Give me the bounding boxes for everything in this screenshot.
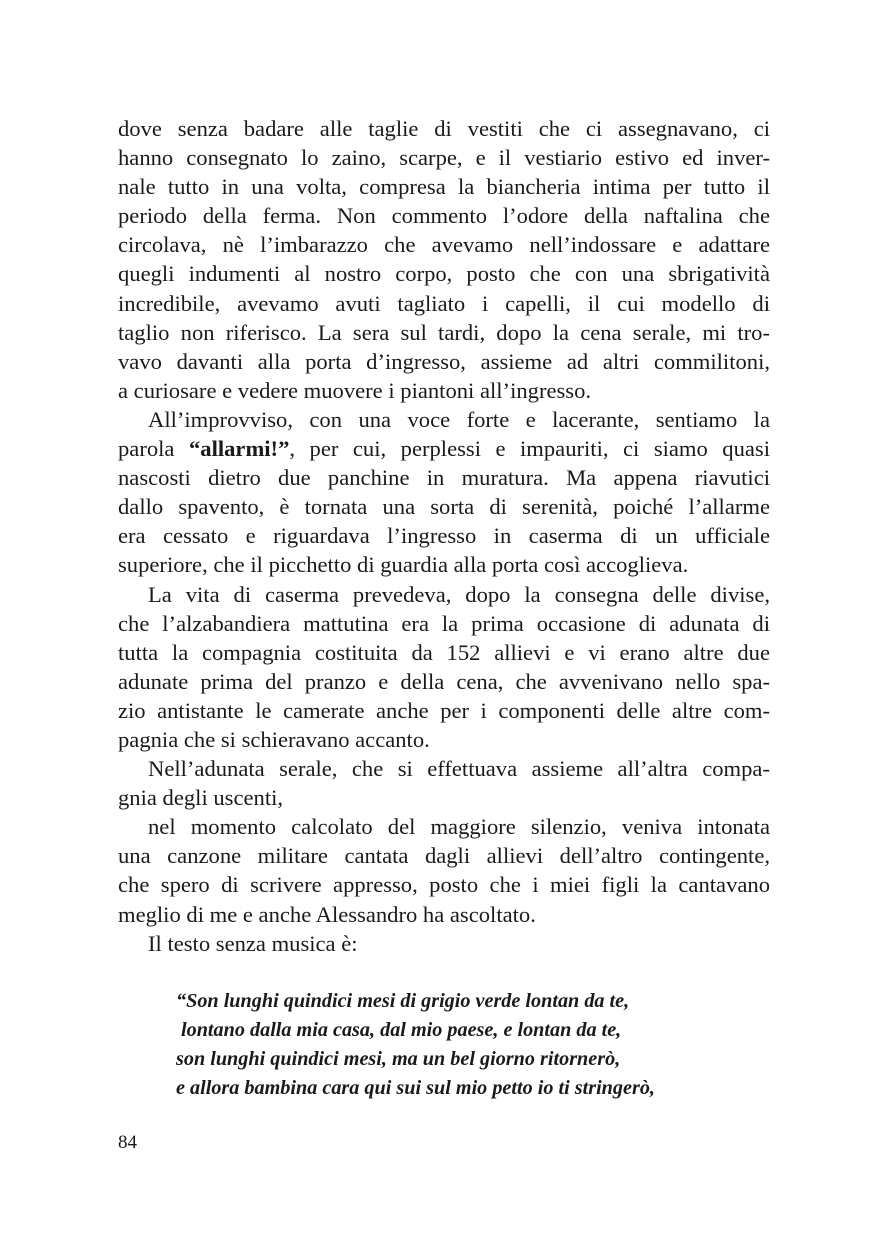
text-line: All’improvviso, con una voce forte e lacerante, sentiamo la bbox=[148, 406, 770, 432]
text-line: adunate prima del pranzo e della cena, che avvenivano nello spa- bbox=[118, 668, 770, 694]
text-run: parola bbox=[118, 436, 189, 462]
page-number: 84 bbox=[118, 1132, 137, 1153]
text-line: nascosti dietro due panchine in muratura. Ma appena riavutici bbox=[118, 465, 770, 491]
text-line: gnia degli uscenti, bbox=[118, 785, 284, 811]
text-line: nale tutto in una volta, compresa la biancheria intima per tutto il bbox=[118, 174, 770, 200]
song-lyrics-quote bbox=[176, 987, 776, 1103]
lyric-line: “Son lunghi quindici mesi di grigio verde lontan da te, bbox=[176, 990, 630, 1012]
text-line: dove senza badare alle taglie di vestiti che ci assegnavano, ci bbox=[118, 116, 770, 141]
paragraph-3 bbox=[118, 580, 770, 755]
text-line: tutta la compagnia costituita da 152 allievi e vi erano altre due bbox=[118, 639, 770, 665]
text-line: zio antistante le camerate anche per i componenti delle altre com- bbox=[118, 697, 770, 723]
text-line: La vita di caserma prevedeva, dopo la consegna delle divise, bbox=[148, 581, 770, 607]
text-line: hanno consegnato lo zaino, scarpe, e il vestiario estivo ed inver- bbox=[118, 145, 770, 171]
paragraph-2 bbox=[118, 405, 770, 580]
text-run: , per cui, perplessi e impauriti, ci siamo quasi bbox=[289, 436, 770, 462]
text-line: Nell’adunata serale, che si effettuava assieme all’altra compa- bbox=[148, 756, 770, 782]
paragraph-4 bbox=[118, 754, 770, 812]
text-line: quegli indumenti al nostro corpo, posto che con una sbrigatività bbox=[118, 261, 770, 287]
text-line: vavo davanti alla porta d’ingresso, assieme ad altri commilitoni, bbox=[118, 348, 770, 374]
text-line: che l’alzabandiera mattutina era la prima occasione di adunata di bbox=[118, 610, 770, 636]
text-line: incredibile, avevamo avuti tagliato i capelli, il cui modello di bbox=[118, 290, 770, 316]
text-line: circolava, nè l’imbarazzo che avevamo nell’indossare e adattare bbox=[118, 232, 770, 258]
body-text bbox=[118, 114, 770, 958]
lyric-line: e allora bambina cara qui sui sul mio petto io ti stringerò, bbox=[176, 1077, 655, 1099]
paragraph-1 bbox=[118, 114, 770, 405]
text-line: dallo spavento, è tornata una sorta di serenità, poiché l’allarme bbox=[118, 494, 770, 520]
text-line: superiore, che il picchetto di guardia alla porta così accoglieva. bbox=[118, 552, 689, 578]
text-line: nel momento calcolato del maggiore silenzio, veniva intonata bbox=[148, 814, 770, 840]
text-line: a curiosare e vedere muovere i piantoni all’ingresso. bbox=[118, 377, 592, 403]
text-line: che spero di scrivere appresso, posto che i miei figli la cantavano bbox=[118, 872, 770, 898]
text-line: pagnia che si schieravano accanto. bbox=[118, 726, 430, 752]
paragraph-5 bbox=[118, 812, 770, 928]
lyric-line: lontano dalla mia casa, dal mio paese, e lontan da te, bbox=[181, 1019, 622, 1041]
text-line: periodo della ferma. Non commento l’odore della naftalina che bbox=[118, 203, 770, 229]
text-line: taglio non riferisco. La sera sul tardi, dopo la cena serale, mi tro- bbox=[118, 319, 770, 345]
text-line: una canzone militare cantata dagli allievi dell’altro contingente, bbox=[118, 843, 770, 869]
paragraph-6 bbox=[118, 929, 770, 958]
text-line: Il testo senza musica è: bbox=[148, 930, 358, 956]
lyric-line: son lunghi quindici mesi, ma un bel giorno ritornerò, bbox=[176, 1048, 621, 1070]
text-line: meglio di me e anche Alessandro ha ascoltato. bbox=[118, 901, 536, 927]
emphasized-word: “allarmi!” bbox=[188, 436, 290, 462]
text-line-with-emphasis bbox=[118, 434, 770, 463]
text-line: era cessato e riguardava l’ingresso in caserma di un ufficiale bbox=[118, 523, 770, 549]
